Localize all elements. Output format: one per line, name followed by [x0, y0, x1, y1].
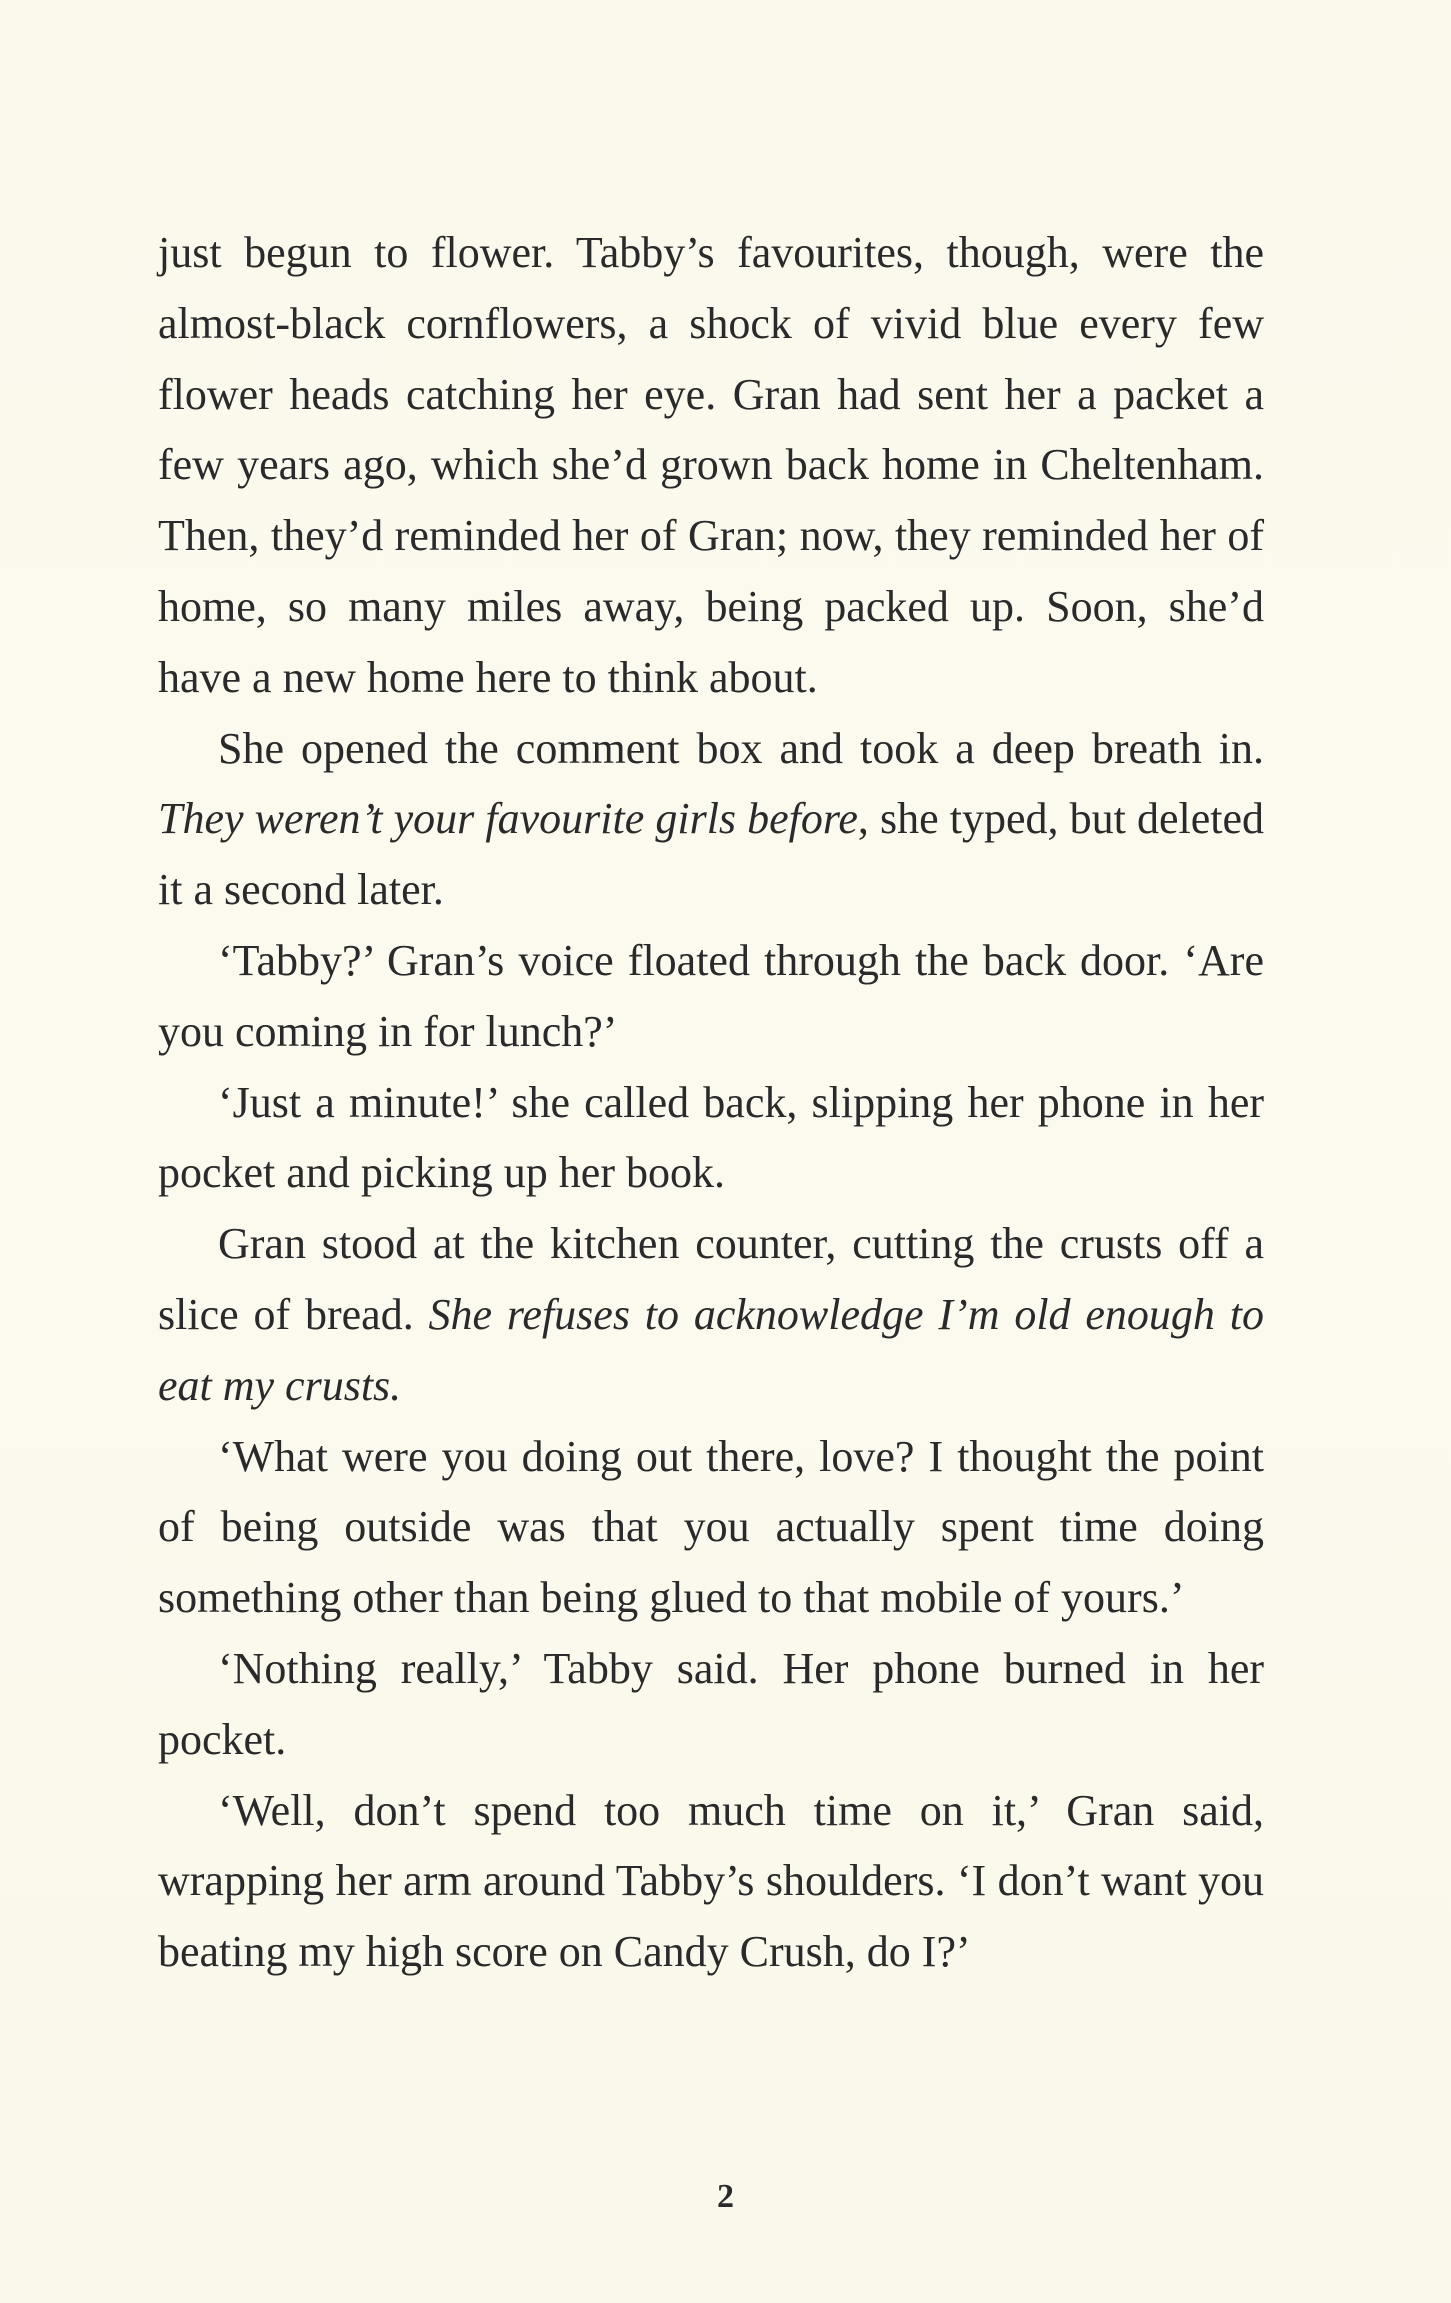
paragraph: [158, 1776, 1264, 1988]
paragraph: [158, 1068, 1264, 1210]
paragraph-text: , she typed, but deleted it a second later.: [158, 794, 1264, 915]
paragraph-text: She opened the comment box and took a deep breath in.: [218, 723, 1264, 773]
paragraph-text: ‘What were you doing out there, love? I thought the point of being outside was that you actually spent time doing something other than being glued to that mobile of yours.’: [158, 1431, 1264, 1623]
paragraph: [158, 926, 1264, 1068]
paragraph: [158, 218, 1264, 714]
paragraph-text: ‘Just a minute!’ she called back, slipping her phone in her pocket and picking up her book.: [158, 1077, 1264, 1198]
paragraph: [158, 1634, 1264, 1776]
paragraph: [158, 1422, 1264, 1634]
italic-text: They weren’t your favourite girls before: [158, 794, 858, 844]
paragraph-text: ‘Nothing really,’ Tabby said. Her phone burned in her pocket.: [158, 1643, 1264, 1764]
paragraph-text: ‘Tabby?’ Gran’s voice floated through the back door. ‘Are you coming in for lunch?’: [158, 935, 1264, 1056]
page-number: 2: [717, 2178, 734, 2215]
paragraph-text: just begun to flower. Tabby’s favourites, though, were the almost-black cornflowers, a shock of vivid blue every few flower heads catching her eye. Gran had sent her a packet a few years ago, which she’d grown back home in Cheltenham. Then, they’d reminded her of Gran; now, they reminded her of home, so many miles away, being packed up. Soon, she’d have a new home here to think about.: [158, 228, 1264, 702]
paragraph: [158, 1209, 1264, 1421]
paragraph-text: Gran stood at the kitchen counter, cutting the crusts off a slice of bread.: [158, 1219, 1264, 1339]
paragraph-text: ‘Well, don’t spend too much time on it,’ Gran said, wrapping her arm around Tabby’s shoulders. ‘I don’t want you beating my high score on Candy Crush, do I?’: [158, 1785, 1264, 1977]
paragraph: [158, 714, 1264, 926]
italic-text: She refuses to acknowledge I’m old enough to eat my crusts.: [158, 1289, 1264, 1410]
body-text: [158, 218, 1264, 1988]
